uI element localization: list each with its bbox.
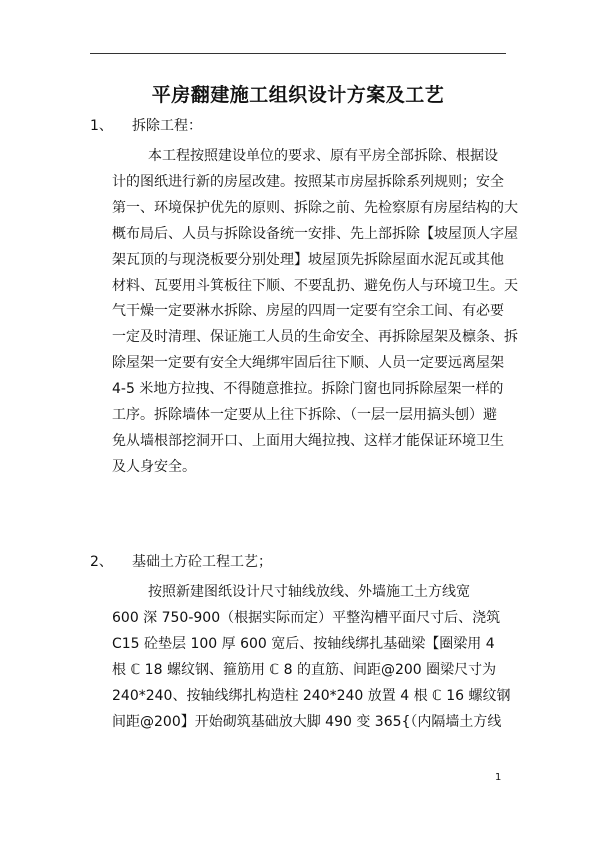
section-heading-text: 基础土方砼工程工艺； [132, 554, 272, 570]
body-line: 一定及时清理、保证施工人员的生命安全、再拆除屋架及檩条、拆 [112, 329, 518, 346]
body-line: 材料、瓦要用斗箕板往下顺、不要乱扔、避免伤人与环境卫生。天 [112, 277, 518, 294]
body-line: 根 ℂ 18 螺纹钢、箍筋用 ℂ 8 的直筋、间距@200 圈梁尺寸为 [112, 661, 497, 678]
body-line: 除屋架一定要有安全大绳绑牢固后往下顺、人员一定要远离屋架 [112, 355, 504, 372]
body-line: 架瓦顶的与现浇板要分别处理】坡屋顶先拆除屋面水泥瓦或其他 [112, 251, 504, 268]
section-2-heading [90, 552, 272, 572]
body-line: 概布局后、人员与拆除设备统一安排、先上部拆除【坡屋顶人字屋 [112, 225, 518, 242]
body-line: 工序。拆除墙体一定要从上往下拆除、（一层一层用搞头刨）避 [112, 407, 497, 424]
section-heading-text: 拆除工程： [132, 118, 202, 134]
body-line: 免从墙根部挖洞开口、上面用大绳拉拽、这样才能保证环境卫生 [112, 432, 504, 449]
section-1-heading [90, 116, 202, 136]
section-number: 2、 [90, 554, 113, 570]
section-2-body [112, 580, 511, 735]
section-1-body [112, 144, 518, 481]
body-line: 气干燥一定要淋水拆除、房屋的四周一定要有空余工间、有必要 [112, 303, 504, 320]
header-rule [90, 53, 506, 54]
body-line: 计的图纸进行新的房屋改建。按照某市房屋拆除系列规则；安全 [112, 173, 504, 190]
document-title: 平房翻建施工组织设计方案及工艺 [151, 84, 445, 106]
body-line: 间距@200】开始砌筑基础放大脚 490 变 365{（内隔墙土方线 [112, 713, 502, 730]
body-line: 4-5 米地方拉拽、不得随意推拉。拆除门窗也同拆除屋架一样的 [112, 381, 504, 398]
body-line: C15 砼垫层 100 厚 600 宽后、按轴线绑扎基础梁【圈梁用 4 [112, 635, 495, 652]
body-line: 第一、环境保护优先的原则、拆除之前、先检察原有房屋结构的大 [112, 199, 518, 216]
body-line: 600 深 750-900（根据实际而定）平整沟槽平面尺寸后、浇筑 [112, 609, 501, 626]
body-line: 240*240、按轴线绑扎构造柱 240*240 放置 4 根 ℂ 16 螺纹钢 [112, 687, 511, 704]
body-line: 本工程按照建设单位的要求、原有平房全部拆除、根据设 [148, 148, 498, 164]
body-line: 及人身安全。 [112, 458, 196, 475]
section-number: 1、 [90, 118, 113, 134]
page-number: 1 [495, 772, 502, 783]
body-line: 按照新建图纸设计尺寸轴线放线、外墙施工土方线宽 [148, 584, 470, 600]
